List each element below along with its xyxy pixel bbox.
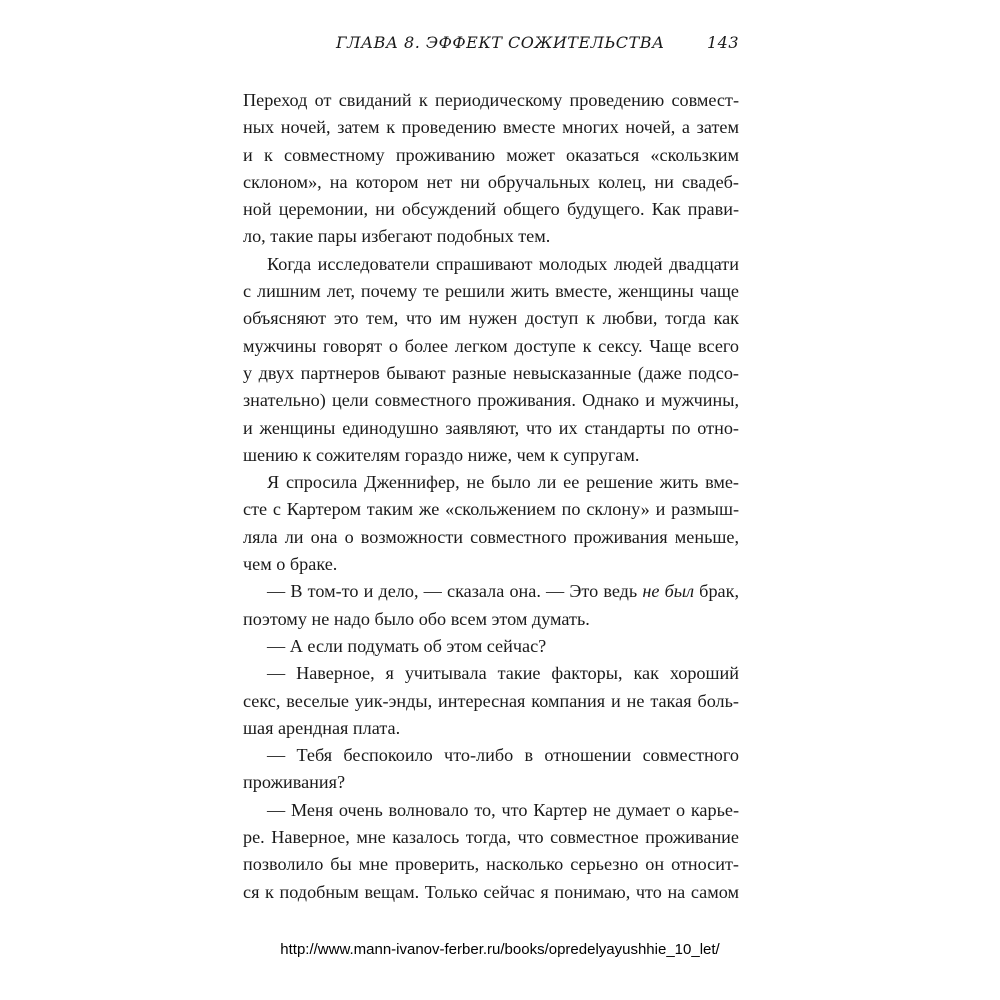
text-line: сте с Картером таким же «скольжением по склону» и размыш- — [243, 499, 739, 520]
text-line: у двух партнеров бывают разные невысказанные (даже подсо- — [243, 362, 739, 383]
text-line: чем о браке. — [243, 554, 338, 575]
text-line: мужчины говорят о более легком доступе к сексу. Чаще всего — [243, 335, 739, 356]
dialogue-line — [243, 578, 739, 605]
dialogue-line: — А если подумать об этом сейчас? — [267, 635, 547, 656]
text-line: ной церемонии, ни обсуждений общего будущего. Как прави- — [243, 199, 739, 220]
text-line: склоном», на котором нет ни обручальных колец, ни свадеб- — [243, 171, 739, 192]
text-line: проживания? — [243, 772, 346, 793]
text-line: знательно) цели совместного проживания. Однако и мужчины, — [243, 390, 739, 411]
page-number: 143 — [706, 33, 739, 52]
text-line: ся к подобным вещам. Только сейчас я понимаю, что на самом — [243, 881, 739, 902]
running-head — [243, 31, 739, 57]
text-line: с лишним лет, почему те решили жить вместе, женщины чаще — [243, 281, 739, 302]
text-line: ляла ли она о возможности совместного проживания меньше, — [243, 526, 739, 547]
text-line: Когда исследователи спрашивают молодых людей двадцати — [267, 253, 739, 274]
text-line: шению к сожителям гораздо ниже, чем к супругам. — [243, 444, 640, 465]
text-line: секс, веселые уик-энды, интересная компания и не такая боль- — [243, 690, 739, 711]
text-line: Я спросила Дженнифер, не было ли ее решение жить вме- — [267, 472, 739, 493]
text-line: и к совместному проживанию может оказаться «скользким — [243, 144, 739, 165]
text-line: поэтому не надо было обо всем этом думать. — [243, 608, 590, 629]
source-url: http://www.mann-ivanov-ferber.ru/books/opredelyayushhie_10_let/ — [280, 941, 720, 958]
dialogue-line: — Тебя беспокоило что-либо в отношении совместного — [267, 745, 739, 766]
dialogue-line: — Меня очень волновало то, что Картер не думает о карье- — [267, 799, 739, 820]
dialogue-line: — Наверное, я учитывала такие факторы, как хороший — [267, 663, 739, 684]
text-line: Переход от свиданий к периодическому проведению совмест- — [243, 90, 739, 110]
text-line: ре. Наверное, мне казалось тогда, что совместное проживание — [243, 827, 739, 848]
text-line: ло, такие пары избегают подобных тем. — [243, 226, 551, 247]
dialogue-text: брак, — [694, 581, 739, 602]
text-line: объясняют это тем, что им нужен доступ к любви, тогда как — [243, 308, 739, 329]
text-line: шая арендная плата. — [243, 717, 401, 738]
text-line: и женщины единодушно заявляют, что их стандарты по отно- — [243, 417, 739, 438]
dialogue-text: — В том-то и дело, — сказала она. — Это ведь — [267, 581, 643, 602]
chapter-title: ГЛАВА 8. ЭФФЕКТ СОЖИТЕЛЬСТВА — [336, 33, 665, 52]
text-line: ных ночей, затем к проведению вместе многих ночей, а затем — [243, 117, 739, 138]
text-line: позволило бы мне проверить, насколько серьезно он относит- — [243, 854, 739, 875]
italic-emphasis: не был — [642, 581, 695, 602]
body-text — [243, 87, 739, 906]
